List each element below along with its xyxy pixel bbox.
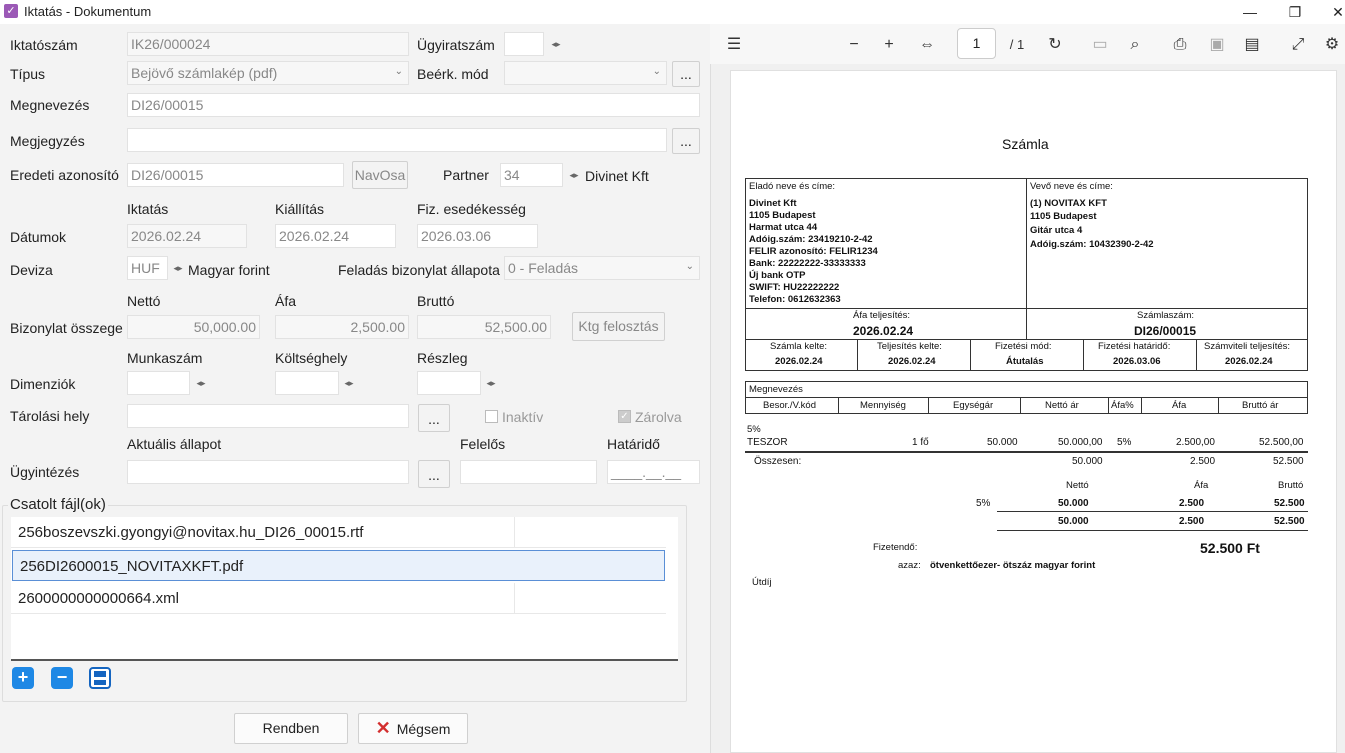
bizonylat-osszege-label: Bizonylat összege <box>10 320 123 336</box>
column-header: Áfa <box>1172 400 1187 411</box>
afa-teljesites-label: Áfa teljesítés: <box>853 310 911 321</box>
item-vat-rate: 5% <box>1117 437 1132 448</box>
close-button[interactable]: ✕ <box>1332 4 1344 20</box>
divider <box>1196 339 1197 371</box>
attachments-label: Csatolt fájl(ok) <box>10 496 106 513</box>
datumok-label: Dátumok <box>10 229 67 245</box>
minimize-button[interactable]: — <box>1243 4 1257 20</box>
column-header: Nettó ár <box>1045 400 1079 411</box>
felelos-field[interactable] <box>460 460 597 484</box>
megjegyzes-label: Megjegyzés <box>10 133 85 149</box>
seller-line: Új bank OTP <box>749 270 806 281</box>
seller-line: 1105 Budapest <box>749 210 816 221</box>
divider <box>745 451 1308 453</box>
invoice-title: Számla <box>1002 136 1049 152</box>
beerk-mod-select[interactable] <box>504 61 667 85</box>
fit-width-icon[interactable]: ⇔ <box>919 36 935 53</box>
settings-icon[interactable]: ⚙ <box>1324 36 1340 53</box>
kiallitas-label: Kiállítás <box>275 201 325 217</box>
seller-line: SWIFT: HU22222222 <box>749 282 840 293</box>
info-label: Számla kelte: <box>770 341 828 352</box>
buyer-line: (1) NOVITAX KFT <box>1030 198 1107 209</box>
seller-line: Adóig.szám: 23419210-2-42 <box>749 234 873 245</box>
chevron-down-icon: ⌄ <box>652 66 661 77</box>
osszesen-gross: 52.500 <box>1273 456 1304 467</box>
ugyiratszam-label: Ügyiratszám <box>417 37 495 53</box>
ugyintezes-label: Ügyintézés <box>10 464 80 480</box>
sum-vat-rate: 5% <box>976 498 991 509</box>
expand-icon[interactable]: ⤢ <box>1291 36 1305 53</box>
afa-field[interactable]: 2,500.00 <box>275 315 409 339</box>
feladas-value: 0 - Feladás <box>508 260 579 276</box>
save-icon[interactable]: ▣ <box>1209 36 1225 53</box>
megjegyzes-field[interactable] <box>127 128 667 152</box>
divider <box>928 397 929 414</box>
divider <box>1108 397 1109 414</box>
divider <box>745 339 1308 340</box>
info-label: Fizetési határidő: <box>1098 341 1171 352</box>
close-icon: ✕ <box>375 718 391 738</box>
maximize-button[interactable]: ❐ <box>1288 4 1302 20</box>
pdf-toolbar <box>710 24 1345 64</box>
brutto-field[interactable]: 52,500.00 <box>417 315 551 339</box>
munkaszam-field[interactable] <box>127 371 190 395</box>
tarolasi-browse-button[interactable]: ... <box>418 404 450 432</box>
file-name: 256DI2600015_NOVITAXKFT.pdf <box>20 558 244 575</box>
netto-label: Nettó <box>127 293 161 309</box>
deviza-label: Deviza <box>10 262 53 278</box>
item-qty: 1 fő <box>912 437 929 448</box>
item-unit-price: 50.000 <box>987 437 1018 448</box>
tarolasi-hely-label: Tárolási hely <box>10 408 90 424</box>
column-header: Besor./V.kód <box>763 400 816 411</box>
remove-file-icon[interactable]: − <box>51 667 73 689</box>
window-title: Iktatás - Dokumentum <box>24 4 152 19</box>
divider <box>1083 339 1084 371</box>
szamlaszam-value: DI26/00015 <box>1134 324 1197 338</box>
inaktiv-label: Inaktív <box>502 409 544 425</box>
osszesen-label: Összesen: <box>754 456 802 467</box>
divider <box>970 339 971 371</box>
info-label: Számviteli teljesítés: <box>1204 341 1291 352</box>
info-value: 2026.03.06 <box>1113 356 1161 367</box>
megnevezes-label: Megnevezés <box>10 97 90 113</box>
outline-icon[interactable]: ☰ <box>726 36 742 53</box>
fiz-date-field[interactable]: 2026.03.06 <box>417 224 538 248</box>
two-page-icon[interactable]: ▭ <box>1092 36 1108 53</box>
deviza-field[interactable]: HUF <box>127 256 168 280</box>
attachments-list[interactable] <box>11 517 678 661</box>
inaktiv-checkbox[interactable] <box>485 410 498 423</box>
file-name: 256boszevszki.gyongyi@novitax.hu_DI26_00015.rtf <box>18 524 364 541</box>
seller-line: Divinet Kft <box>749 198 797 209</box>
koltseghely-field[interactable] <box>275 371 339 395</box>
info-value: 2026.02.24 <box>775 356 823 367</box>
fizetendo-label: Fizetendő: <box>873 542 918 553</box>
zoom-in-icon[interactable]: + <box>884 36 894 53</box>
total-vat: 2.500 <box>1179 516 1205 527</box>
cancel-button[interactable] <box>358 713 468 744</box>
print-icon[interactable]: ⎙ <box>1173 36 1187 53</box>
seller-line: Bank: 22222222-33333333 <box>749 258 866 269</box>
zoom-out-icon[interactable]: − <box>849 36 859 53</box>
beerk-mod-browse-button[interactable]: ... <box>672 61 700 87</box>
seller-line: Telefon: 0612632363 <box>749 294 841 305</box>
chevron-down-icon: ⌄ <box>685 261 694 272</box>
feladas-label: Feladás bizonylat állapota <box>338 262 500 278</box>
seller-label: Eladó neve és címe: <box>749 181 836 192</box>
ktg-felosztas-button[interactable]: Ktg felosztás <box>572 312 665 341</box>
megjegyzes-browse-button[interactable]: ... <box>672 128 700 154</box>
beerk-mod-label: Beérk. mód <box>417 66 489 82</box>
vat-group: 5% <box>747 424 761 435</box>
divider <box>1020 397 1021 414</box>
item-net: 50.000,00 <box>1058 437 1103 448</box>
cancel-label: Mégsem <box>396 721 451 737</box>
iktatoszam-field[interactable]: IK26/000024 <box>127 32 409 56</box>
partner-id-field[interactable]: 34 <box>500 163 563 187</box>
ugyiratszam-spinner-icon[interactable]: ◂▸ <box>551 39 561 49</box>
hatarido-field[interactable]: ____.__.__ <box>607 460 700 484</box>
afa-teljesites-value: 2026.02.24 <box>853 324 914 338</box>
info-value: 2026.02.24 <box>888 356 936 367</box>
eredeti-azonosito-field[interactable]: DI26/00015 <box>127 163 344 187</box>
deviza-spinner-icon[interactable]: ◂▸ <box>173 263 183 273</box>
info-value: 2026.02.24 <box>1225 356 1273 367</box>
munkaszam-spinner-icon[interactable]: ◂▸ <box>196 378 206 388</box>
info-label: Teljesítés kelte: <box>877 341 942 352</box>
divider <box>1141 397 1142 414</box>
reszleg-label: Részleg <box>417 350 468 366</box>
dimenziok-label: Dimenziók <box>10 376 76 392</box>
buyer-line: 1105 Budapest <box>1030 211 1097 222</box>
iktatas-label: Iktatás <box>127 201 169 217</box>
app-icon: ✓ <box>4 4 18 18</box>
divider <box>1026 178 1027 309</box>
iktatas-date-field[interactable]: 2026.02.24 <box>127 224 247 248</box>
info-label: Fizetési mód: <box>995 341 1052 352</box>
item-name: TESZOR <box>747 437 788 448</box>
hatarido-label: Határidő <box>607 436 660 452</box>
page-number-input[interactable]: 1 <box>957 28 996 59</box>
afa-label: Áfa <box>275 293 297 309</box>
utdij-label: Útdíj <box>752 577 772 588</box>
sum-net: 50.000 <box>1058 498 1089 509</box>
koltseghely-label: Költséghely <box>275 350 348 366</box>
rotate-icon[interactable]: ↻ <box>1048 36 1062 53</box>
list-item[interactable] <box>12 550 665 581</box>
zarolva-checkbox[interactable]: ✓ <box>618 410 631 423</box>
munkaszam-label: Munkaszám <box>127 350 203 366</box>
buyer-line: Gitár utca 4 <box>1030 225 1083 236</box>
divider <box>857 339 858 371</box>
sum-header: Áfa <box>1194 480 1209 491</box>
chevron-down-icon: ⌄ <box>394 66 403 77</box>
item-vat: 2.500,00 <box>1176 437 1215 448</box>
azaz-label: azaz: <box>898 560 921 571</box>
iktatoszam-label: Iktatószám <box>10 37 78 53</box>
divider <box>1218 397 1219 414</box>
tipus-select[interactable] <box>127 61 409 85</box>
item-gross: 52.500,00 <box>1259 437 1304 448</box>
ok-button[interactable]: Rendben <box>234 713 348 744</box>
partner-label: Partner <box>443 167 489 183</box>
total-gross: 52.500 <box>1274 516 1305 527</box>
brutto-label: Bruttó <box>417 293 455 309</box>
megnevezes-header: Megnevezés <box>749 384 803 395</box>
szamlaszam-label: Számlaszám: <box>1137 310 1195 321</box>
reszleg-spinner-icon[interactable]: ◂▸ <box>486 378 496 388</box>
eredeti-azonosito-label: Eredeti azonosító <box>10 167 119 183</box>
tarolasi-hely-field[interactable] <box>127 404 409 428</box>
azaz-value: ötvenkettőezer- ötszáz magyar forint <box>930 560 1096 571</box>
fizetendo-value: 52.500 Ft <box>1200 540 1260 556</box>
total-net: 50.000 <box>1058 516 1089 527</box>
file-name: 2600000000000664.xml <box>18 590 179 607</box>
partner-spinner-icon[interactable]: ◂▸ <box>569 170 579 180</box>
buyer-label: Vevő neve és címe: <box>1030 181 1113 192</box>
divider <box>745 397 1308 398</box>
page-count: / 1 <box>1009 37 1025 52</box>
partner-name: Divinet Kft <box>585 168 649 184</box>
save-file-icon[interactable] <box>89 667 111 689</box>
list-item[interactable] <box>11 583 666 614</box>
aktualis-allapot-field[interactable] <box>127 460 409 484</box>
navosa-button[interactable]: NavOsa <box>352 161 408 189</box>
fiz-esedekesseg-label: Fiz. esedékesség <box>417 201 526 217</box>
feladas-select[interactable] <box>504 256 700 280</box>
felelos-label: Felelős <box>460 436 506 452</box>
divider <box>838 397 839 414</box>
column-header: Egységár <box>953 400 994 411</box>
zarolva-label: Zárolva <box>635 409 682 425</box>
column-header: Bruttó ár <box>1242 400 1279 411</box>
sum-header: Bruttó <box>1278 480 1304 491</box>
aktualis-browse-button[interactable]: ... <box>418 460 450 488</box>
tipus-label: Típus <box>10 66 46 82</box>
osszesen-net: 50.000 <box>1072 456 1103 467</box>
megnevezes-field[interactable]: DI26/00015 <box>127 93 700 117</box>
list-item[interactable] <box>11 517 666 548</box>
deviza-name: Magyar forint <box>188 262 270 278</box>
column-header: Áfa% <box>1111 400 1134 411</box>
divider <box>997 530 1308 531</box>
aktualis-allapot-label: Aktuális állapot <box>127 436 222 452</box>
info-value: Átutalás <box>1006 356 1044 367</box>
seller-line: Harmat utca 44 <box>749 222 818 233</box>
search-icon[interactable]: ⌕ <box>1130 36 1140 53</box>
reszleg-field[interactable] <box>417 371 481 395</box>
column-header: Mennyiség <box>860 400 906 411</box>
divider <box>997 511 1308 512</box>
seller-line: FELIR azonosító: FELIR1234 <box>749 246 878 257</box>
add-file-icon[interactable]: + <box>12 667 34 689</box>
title-bar <box>0 0 1345 24</box>
koltseghely-spinner-icon[interactable]: ◂▸ <box>344 378 354 388</box>
kiallitas-date-field[interactable]: 2026.02.24 <box>275 224 396 248</box>
sum-gross: 52.500 <box>1274 498 1305 509</box>
sum-vat: 2.500 <box>1179 498 1205 509</box>
save-as-icon[interactable]: ▤ <box>1244 36 1260 53</box>
divider <box>1026 308 1027 340</box>
ugyiratszam-field[interactable] <box>504 32 544 56</box>
osszesen-vat: 2.500 <box>1190 456 1216 467</box>
tipus-value: Bejövő számlakép (pdf) <box>131 65 278 81</box>
netto-field[interactable]: 50,000.00 <box>127 315 260 339</box>
sum-header: Nettó <box>1066 480 1089 491</box>
buyer-line: Adóig.szám: 10432390-2-42 <box>1030 239 1154 250</box>
